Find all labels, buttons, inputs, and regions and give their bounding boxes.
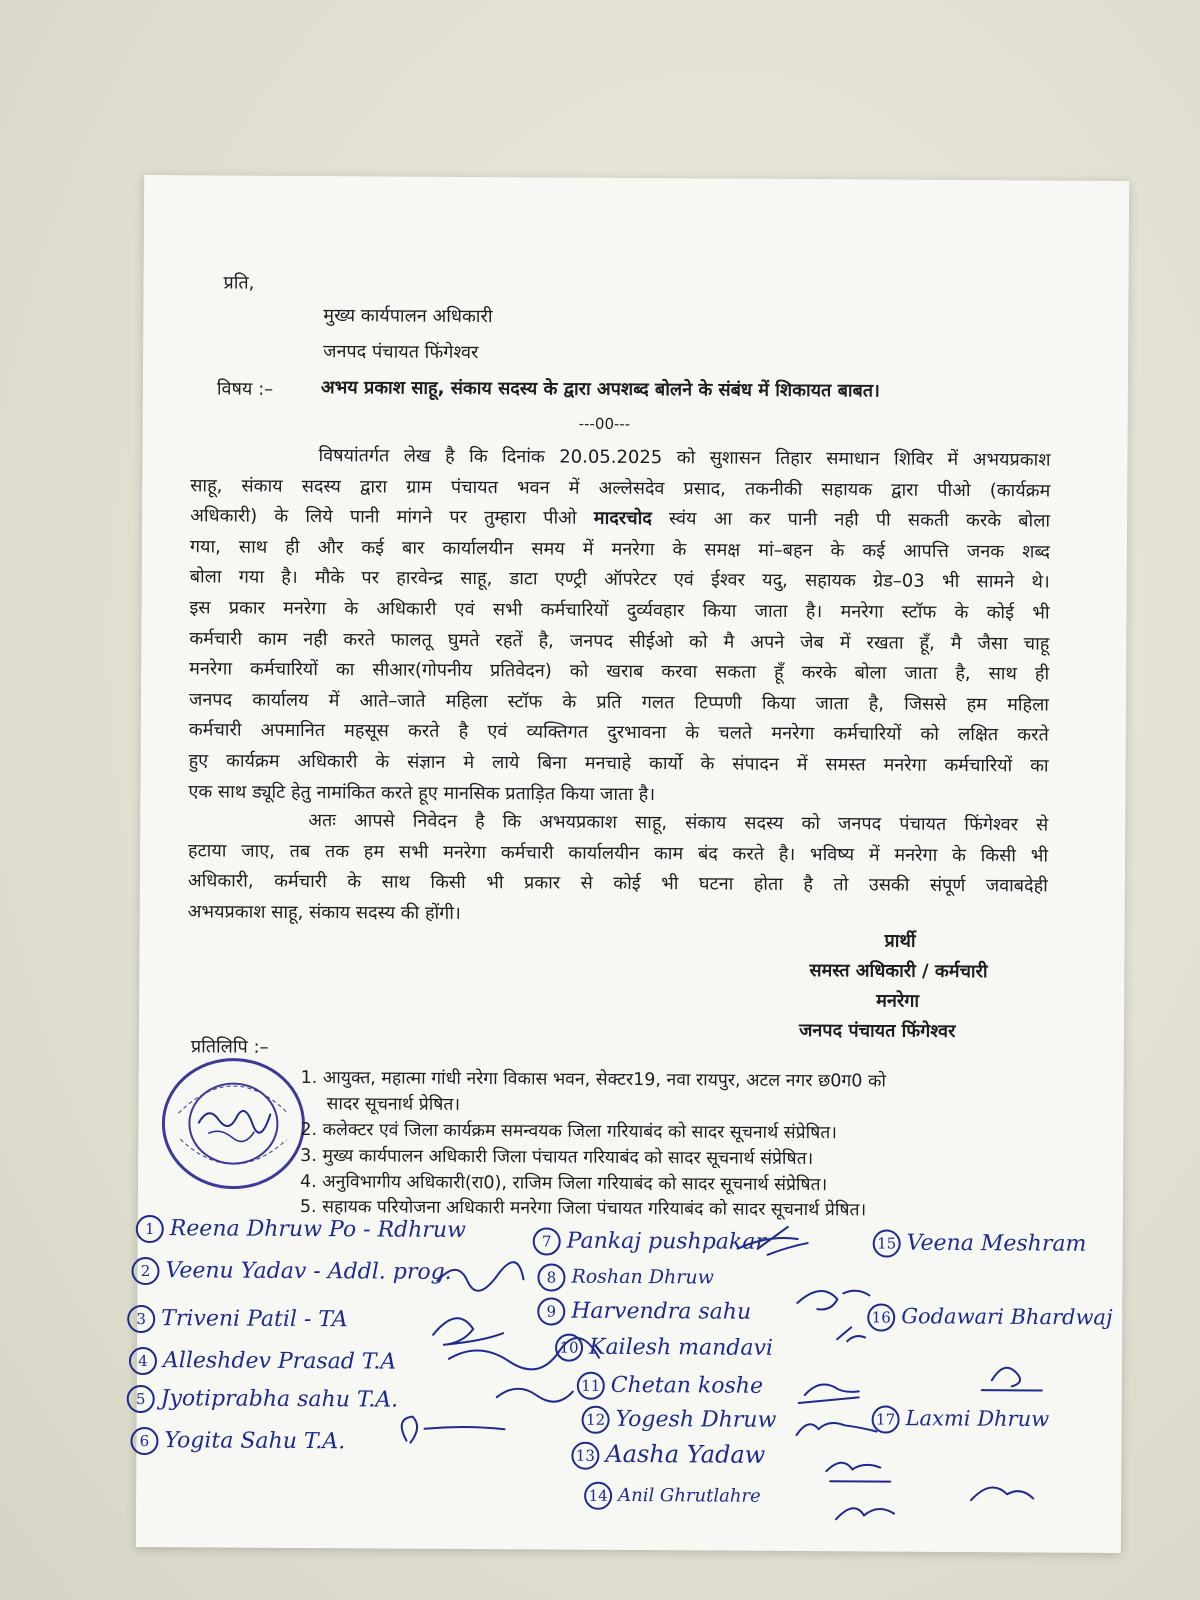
signatory-entry: 10 Kailesh mandavi	[555, 1334, 773, 1363]
signatory-entry: 1 Reena Dhruw Po - Rdhruw	[136, 1215, 466, 1245]
office-seal-stamp	[158, 1053, 309, 1194]
body-line: बोला गया है। मौके पर हारवेन्द्र साहू, डाटा एण्ट्री ऑपरेटर एवं ईश्वर यदु, सहायक ग्रेड–03 भी सामने थे।	[189, 566, 1050, 593]
signatory-entry: 12 Yogesh Dhruw	[582, 1406, 777, 1435]
sign-line: जनपद पंचायत फिंगेश्वर	[798, 1020, 956, 1042]
body-line-with-bold: अधिकारी) के लिये पानी मांगने पर तुम्हारा पीओ मादरचोद स्वंय आ कर पानी नही पी सकती करके बोला	[190, 505, 1051, 532]
signatory-entry: 6 Yogita Sahu T.A.	[130, 1427, 345, 1456]
signatory-entry: 13 Aasha Yadaw	[571, 1440, 765, 1471]
body-line: गया, साथ ही और कई बार कार्यालयीन समय में मनरेगा के समक्ष मां–बहन के कई आपत्ति जनक शब्द	[189, 536, 1050, 563]
body-line: जनपद कार्यालय में आते–जाते महिला स्टॉफ के प्रति गलत टिप्पणी किया जाता है, जिससे हम महिला	[188, 689, 1050, 716]
sign-line: प्रार्थी	[884, 930, 916, 952]
signatory-entry: 4 Alleshdev Prasad T.A	[129, 1347, 396, 1377]
body-paragraph-2	[188, 805, 1049, 933]
sign-line: समस्त अधिकारी / कर्मचारी	[809, 960, 988, 983]
cc-item: 1. आयुक्त, महात्मा गांधी नरेगा विकास भवन, सेक्टर19, नवा रायपुर, अटल नगर छ0ग0 को	[300, 1067, 887, 1092]
subject-label: विषय :–	[216, 378, 274, 400]
handwritten-signatures	[136, 1205, 1123, 1541]
signatory-entry: 11 Chetan koshe	[577, 1372, 763, 1401]
cc-label: प्रतिलिपि :–	[190, 1036, 269, 1058]
addressee-line-2: जनपद पंचायत फिंगेश्वर	[323, 341, 479, 364]
signatory-entry: 3 Triveni Patil - TA	[127, 1305, 348, 1334]
body-paragraph-1	[188, 440, 1050, 812]
cc-item: 3. मुख्य कार्यपालन अधिकारी जिला पंचायत गरियाबंद को सादर सूचनार्थ संप्रेषित।	[300, 1145, 814, 1170]
signatory-entry: 16 Godawari Bhardwaj	[867, 1303, 1112, 1332]
signatory-entry: 5 Jyotiprabha sahu T.A.	[127, 1385, 399, 1415]
body-line: हटाया जाए, तब तक हम सभी मनरेगा कर्मचारी कार्यालयीन काम बंद करते है। भविष्य में मनरेगा के किसी भी	[188, 839, 1049, 867]
sign-line: मनरेगा	[876, 990, 920, 1012]
body-line: अभयप्रकाश साहू, संकाय सदस्य की होंगी।	[187, 901, 461, 924]
body-line: एक साथ ड्यूटि हेतु नामांकित करते हूए मानसिक प्रताड़ित किया जाता है।	[188, 780, 656, 805]
body-line: हुए कार्यक्रम अधिकारी के संज्ञान मे लाये बिना मनचाहे कार्यो के संपादन में समस्त मनरेगा कर्मचारियों का	[188, 750, 1049, 777]
cc-item: 5. सहायक परियोजना अधिकारी मनरेगा जिला पंचायत गरियाबंद को सादर सूचनार्थ प्रेषित।	[299, 1196, 867, 1221]
signatory-entry: 14 Anil Ghrutlahre	[584, 1482, 761, 1511]
body-line: कर्मचारी अपमानित महसूस करते है एवं व्यक्तिगत दुरभावना के चलते मनरेगा कर्मचारियों को लक्षित करते	[188, 719, 1049, 746]
body-line: अधिकारी, कर्मचारी के साथ किसी भी प्रकार से कोई भी घटना होता है तो उसकी संपूर्ण जवाबदेही	[187, 870, 1048, 897]
body-line: विषयांतर्गत लेख है कि दिनांक 20.05.2025 को सुशासन तिहार समाधान शिविर में अभयप्रकाश	[318, 445, 1051, 471]
signatory-entry: 2 Veenu Yadav - Addl. prog.	[131, 1257, 451, 1287]
addressee-line-1: मुख्य कार्यपालन अधिकारी	[323, 305, 493, 328]
signatory-entry: 15 Veena Meshram	[873, 1229, 1087, 1258]
cc-item: सादर सूचनार्थ प्रेषित।	[326, 1094, 461, 1115]
body-line: मनरेगा कर्मचारियों का सीआर(गोपनीय प्रतिवेदन) को खराब करवा सकता हूँ करके बोला जाता है, साथ ही	[189, 658, 1050, 685]
letter-page	[136, 175, 1129, 1553]
separator: ---00---	[578, 414, 631, 433]
body-line: अतः आपसे निवेदन है कि अभयप्रकाश साहू, संकाय सदस्य को जनपद पंचायत फिंगेश्वर से	[308, 810, 1049, 836]
to-label: प्रति,	[223, 272, 255, 294]
cc-item: 4. अनुविभागीय अधिकारी(रा0), राजिम जिला गरियाबंद को सादर सूचनार्थ संप्रेषित।	[299, 1171, 828, 1196]
body-line: इस प्रकार मनरेगा के अधिकारी एवं सभी कर्मचारियों दुर्व्यवहार किया जाता है। मनरेगा स्टॉफ के कोई भी	[189, 597, 1050, 624]
signatory-entry: 8 Roshan Dhruw	[537, 1263, 714, 1292]
subject-text: अभय प्रकाश साहू, संकाय सदस्य के द्वारा अपशब्द बोलने के संबंध में शिकायत बाबत।	[320, 377, 880, 402]
body-line: कर्मचारी काम नही करते फालतू घुमते रहतें है, जनपद सीईओ को मै अपने जेब में रखता हूँ, मै जैसा चाहू	[189, 627, 1050, 655]
signatory-entry: 9 Harvendra sahu	[537, 1297, 751, 1326]
body-line: साहू, संकाय सदस्य द्वारा ग्राम पंचायत भवन में अल्लेसदेव प्रसाद, तकनीकी सहायक द्वारा पीओ (कार्यक्रम	[190, 474, 1051, 502]
cc-item: 2. कलेक्टर एवं जिला कार्यक्रम समन्वयक जिला गरियाबंद को सादर सूचनार्थ संप्रेषित।	[300, 1119, 837, 1144]
signatory-entry: 7 Pankaj pushpakar	[533, 1227, 766, 1256]
bold-word: मादरचोद	[593, 507, 652, 530]
signatory-entry: 17 Laxmi Dhruw	[872, 1405, 1050, 1434]
